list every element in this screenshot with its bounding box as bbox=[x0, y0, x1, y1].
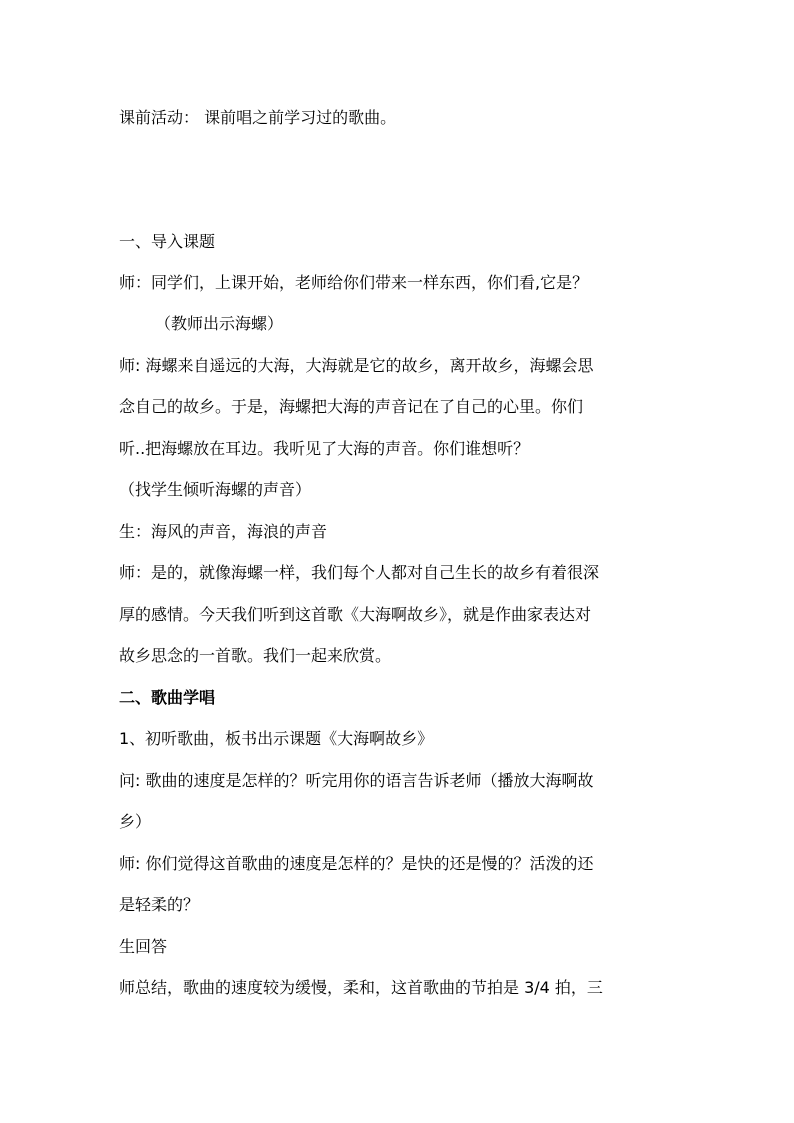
paragraph-line: 故乡思念的一首歌。我们一起来欣赏。 bbox=[119, 646, 392, 665]
pre-class-activity: 课前活动： 课前唱之前学习过的歌曲。 bbox=[119, 108, 397, 127]
section-heading-song-learning: 二、歌曲学唱 bbox=[119, 688, 216, 707]
paragraph-line: 师: 你们觉得这首歌曲的速度是怎样的？是快的还是慢的？活泼的还 bbox=[119, 854, 594, 873]
paragraph-line: 听..把海螺放在耳边。我听见了大海的声音。你们谁想听？ bbox=[119, 439, 530, 458]
paragraph-line: 师：是的，就像海螺一样，我们每个人都对自己生长的故乡有着很深 bbox=[119, 563, 600, 582]
stage-direction: （教师出示海螺） bbox=[155, 314, 284, 333]
paragraph-line: 师: 海螺来自遥远的大海，大海就是它的故乡，离开故乡，海螺会思 bbox=[119, 356, 594, 375]
paragraph-line: 厚的感情。今天我们听到这首歌《大海啊故乡》，就是作曲家表达对 bbox=[119, 605, 592, 624]
paragraph-line: 问: 歌曲的速度是怎样的？听完用你的语言告诉老师（播放大海啊故 bbox=[119, 771, 594, 790]
paragraph-line: 是轻柔的？ bbox=[119, 895, 200, 914]
paragraph-line: 1、初听歌曲，板书出示课题《大海啊故乡》 bbox=[119, 729, 434, 748]
paragraph-line: 生回答 bbox=[119, 937, 168, 956]
paragraph-line: 师总结，歌曲的速度较为缓慢，柔和，这首歌曲的节拍是 3/4 拍，三 bbox=[119, 978, 603, 997]
paragraph-line: 生：海风的声音，海浪的声音 bbox=[119, 522, 328, 541]
paragraph-line: 乡） bbox=[119, 812, 152, 831]
paragraph-line: 师：同学们，上课开始，老师给你们带来一样东西，你们看,它是？ bbox=[119, 273, 589, 292]
section-heading-intro: 一、导入课题 bbox=[119, 232, 216, 251]
stage-direction: （找学生倾听海螺的声音） bbox=[119, 480, 312, 499]
paragraph-line: 念自己的故乡。于是，海螺把大海的声音记在了自己的心里。你们 bbox=[119, 397, 584, 416]
